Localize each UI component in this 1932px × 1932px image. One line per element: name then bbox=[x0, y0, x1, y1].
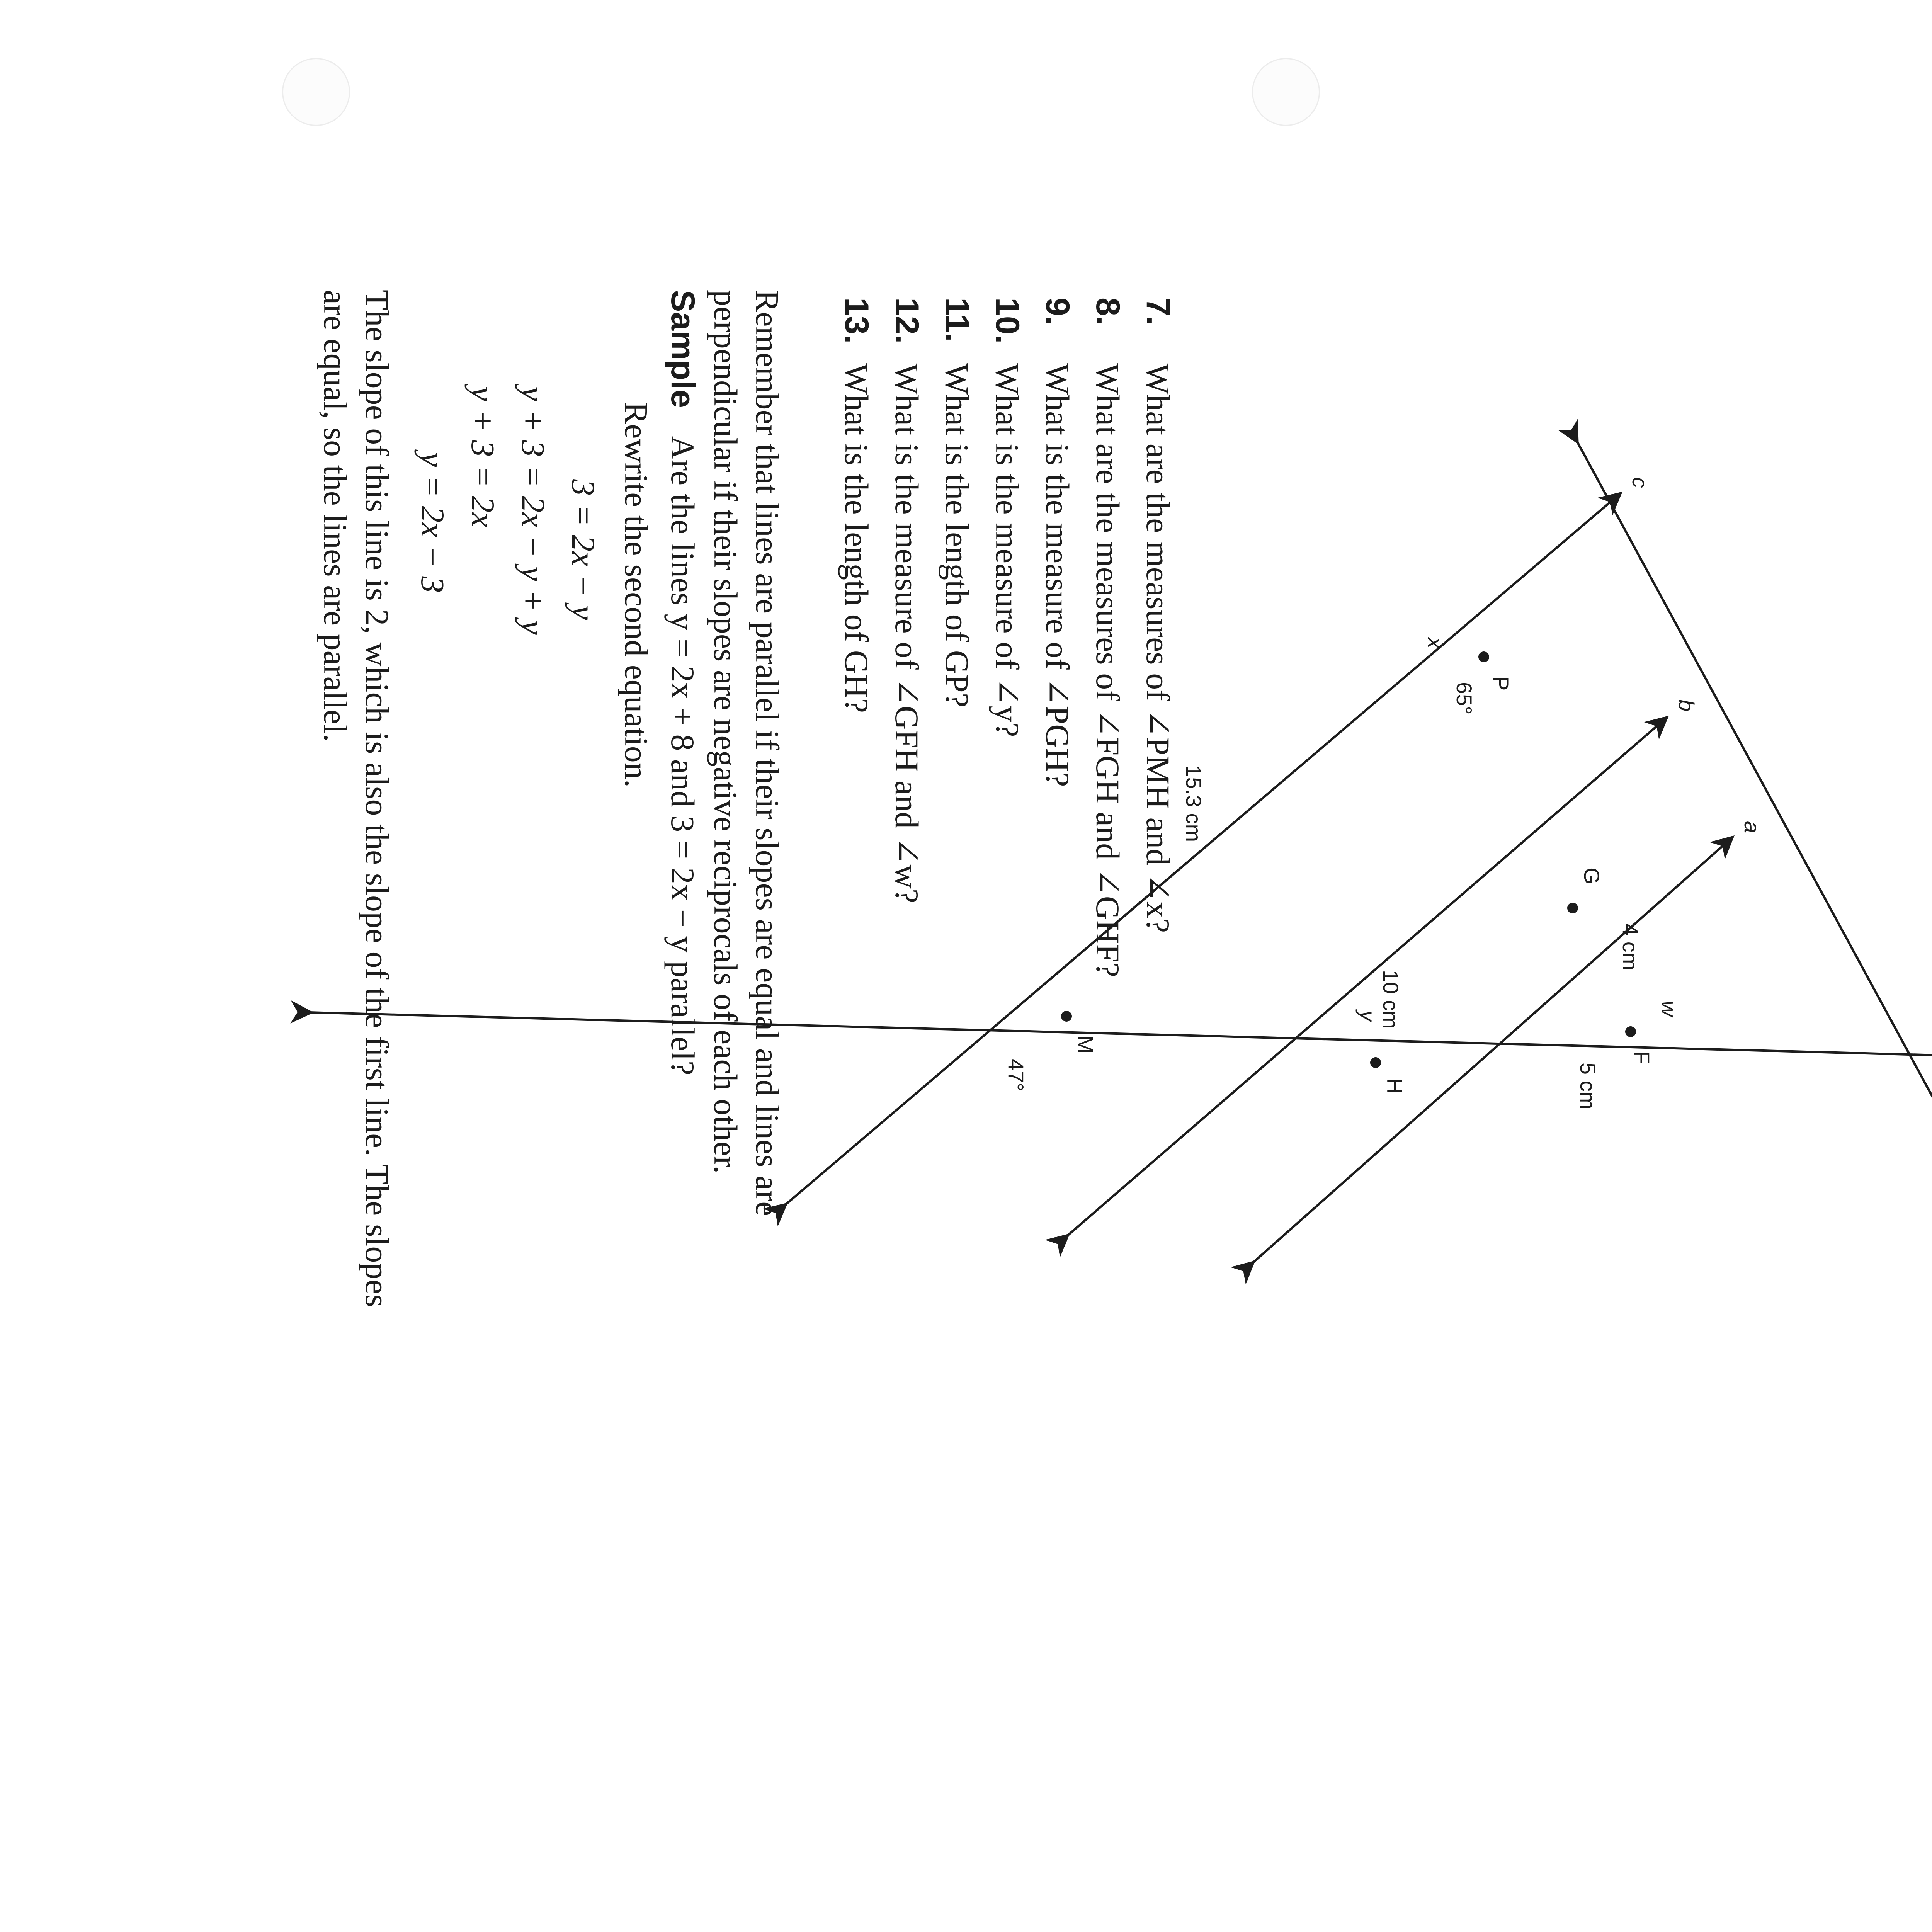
question-text: What is the length of GP? bbox=[939, 363, 976, 707]
question-number: 10. bbox=[989, 298, 1026, 344]
label-angle-y: y bbox=[1355, 1010, 1380, 1021]
question-text: What is the measure of ∠GFH and ∠w? bbox=[888, 363, 925, 903]
label-point-f: F bbox=[1630, 1051, 1654, 1065]
sample-step: Rewrite the second equation. bbox=[618, 402, 655, 788]
question-12 bbox=[890, 298, 923, 903]
question-13 bbox=[840, 298, 873, 713]
question-number: 12. bbox=[888, 298, 925, 344]
line-a bbox=[1252, 838, 1731, 1264]
equation-2: y + 3 = 2x − y + y bbox=[515, 386, 552, 635]
label-length-15-3: 15.3 cm bbox=[1182, 765, 1206, 842]
question-text: What is the length of GH? bbox=[838, 363, 875, 713]
label-angle-w: w bbox=[1657, 1001, 1681, 1017]
equation-1: 3 = 2x − y bbox=[565, 479, 602, 620]
question-text: What is the measure of ∠PGH? bbox=[1039, 363, 1076, 787]
point-p bbox=[1478, 651, 1489, 662]
question-8 bbox=[1091, 298, 1124, 977]
question-text: What are the measures of ∠PMH and ∠x? bbox=[1139, 363, 1177, 933]
label-point-h: H bbox=[1383, 1078, 1407, 1094]
label-length-4: 4 cm bbox=[1618, 923, 1643, 971]
sample-label: Sample bbox=[664, 290, 701, 408]
label-length-10: 10 cm bbox=[1379, 970, 1403, 1029]
question-7 bbox=[1141, 298, 1175, 933]
question-10 bbox=[991, 298, 1024, 737]
question-number: 7. bbox=[1139, 298, 1177, 325]
question-9 bbox=[1041, 298, 1074, 787]
label-line-b: b bbox=[1674, 699, 1699, 712]
question-text: What is the measure of ∠y? bbox=[989, 363, 1026, 737]
label-angle-x: x bbox=[1423, 638, 1447, 648]
question-number: 13. bbox=[838, 298, 875, 344]
question-11 bbox=[940, 298, 974, 707]
line-d bbox=[1577, 440, 1932, 1260]
sample-question-text: Are the lines y = 2x + 8 and 3 = 2x − y parallel? bbox=[664, 435, 701, 1076]
point-g bbox=[1567, 903, 1578, 913]
question-number: 11. bbox=[939, 298, 976, 342]
equation-3: y + 3 = 2x bbox=[464, 386, 502, 527]
label-point-g: G bbox=[1580, 867, 1604, 884]
line-fm bbox=[309, 1012, 1932, 1059]
label-point-m: M bbox=[1073, 1036, 1098, 1054]
label-point-p: P bbox=[1489, 676, 1513, 691]
label-line-c: c bbox=[1628, 477, 1652, 488]
reminder-paragraph: Remember that lines are parallel if their slopes are equal and lines are perpendicular if their slopes are negative reciprocals of each other. bbox=[707, 290, 786, 1216]
label-length-5: 5 cm bbox=[1576, 1063, 1600, 1110]
label-angle-65: 65° bbox=[1452, 682, 1476, 715]
question-text: What are the measures of ∠FGH and ∠GHF? bbox=[1089, 363, 1126, 977]
equation-4: y = 2x − 3 bbox=[414, 452, 451, 593]
point-f bbox=[1625, 1026, 1636, 1037]
question-number: 9. bbox=[1039, 298, 1076, 325]
sample-conclusion: The slope of this line is 2, which is also the slope of the first line. The slopes are equal, so the lines are parallel. bbox=[317, 290, 396, 1307]
sample-question bbox=[666, 290, 699, 1075]
label-angle-47: 47° bbox=[1004, 1059, 1028, 1092]
question-number: 8. bbox=[1089, 298, 1126, 325]
label-line-a: a bbox=[1740, 821, 1764, 833]
point-m bbox=[1061, 1011, 1072, 1022]
point-h bbox=[1370, 1057, 1381, 1068]
